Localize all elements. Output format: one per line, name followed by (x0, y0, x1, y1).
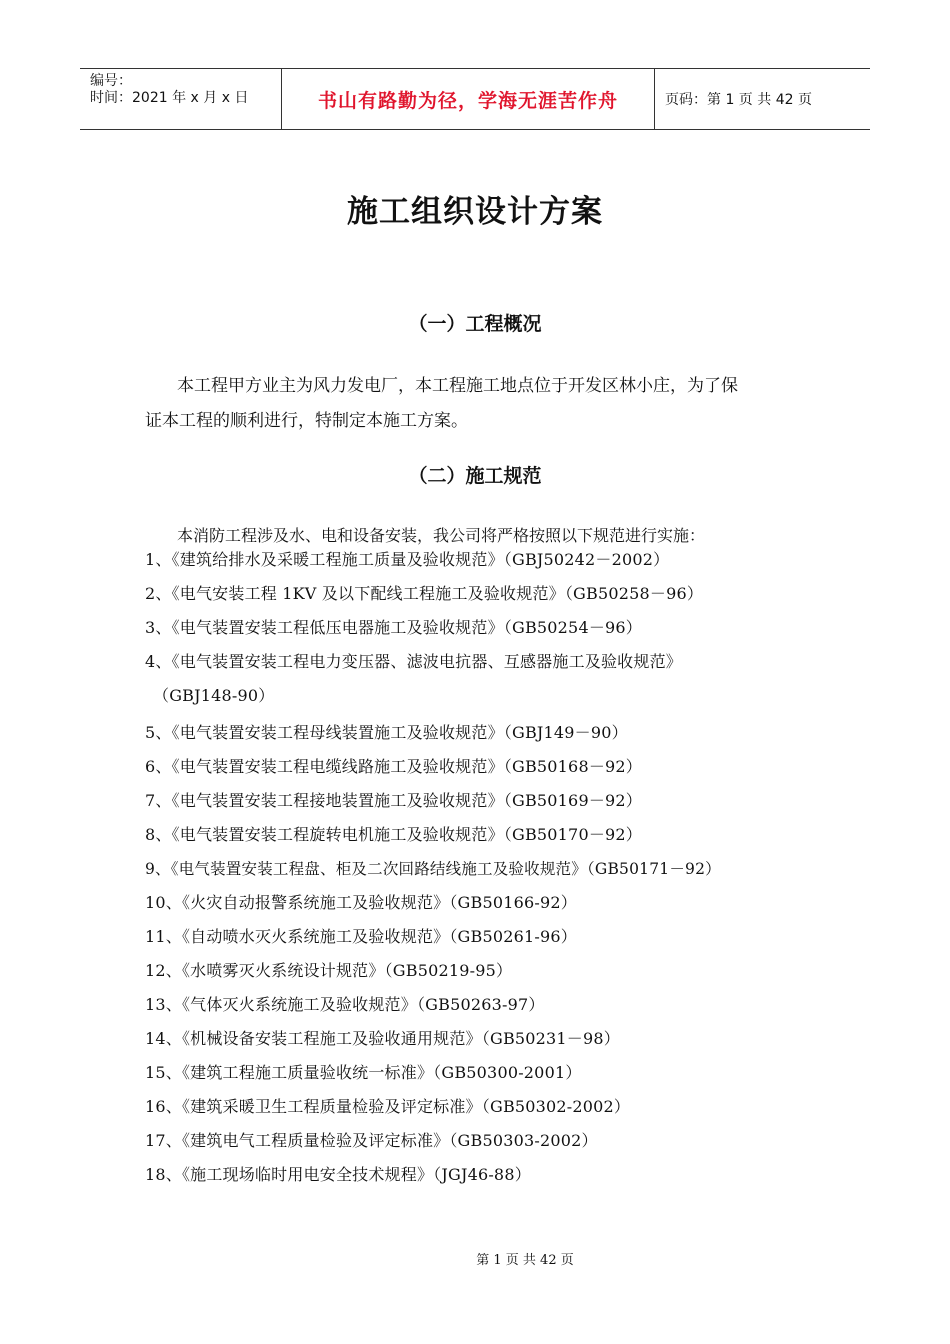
header-meta (80, 69, 282, 129)
overview-paragraph-line-2: 证本工程的顺利进行，特制定本施工方案。 (145, 411, 468, 431)
header-motto-cell (282, 69, 655, 129)
list-item: 18、《施工现场临时用电安全技术规程》（JGJ46-88） (145, 1165, 531, 1184)
header-motto: 书山有路勤为径，学海无涯苦作舟 (317, 89, 618, 112)
list-item: 9、《电气装置安装工程盘、柜及二次回路结线施工及验收规范》（GB50171－92） (145, 860, 721, 878)
list-item: 6、《电气装置安装工程电缆线路施工及验收规范》（GB50168－92） (145, 757, 642, 776)
header-page-cell (655, 69, 870, 129)
list-item: 12、《水喷雾灭火系统设计规范》（GB50219-95） (145, 961, 513, 980)
document-title: 施工组织设计方案 (347, 194, 603, 230)
header-number-label: 编号： (90, 73, 132, 89)
header-page-label: 页码：第 1 页 共 42 页 (665, 92, 812, 108)
list-item: 16、《建筑采暖卫生工程质量检验及评定标准》（GB50302-2002） (145, 1097, 631, 1116)
list-item: 7、《电气装置安装工程接地装置施工及验收规范》（GB50169－92） (145, 791, 642, 810)
overview-paragraph-line-1: 本工程甲方业主为风力发电厂，本工程施工地点位于开发区林小庄，为了保 (177, 376, 738, 396)
list-item: 1、《建筑给排水及采暖工程施工质量及验收规范》（GBJ50242－2002） (145, 550, 670, 569)
standards-intro: 本消防工程涉及水、电和设备安装，我公司将严格按照以下规范进行实施： (177, 526, 706, 545)
list-item: 10、《火灾自动报警系统施工及验收规范》（GB50166-92） (145, 893, 577, 912)
list-item: 17、《建筑电气工程质量检验及评定标准》（GB50303-2002） (145, 1131, 598, 1150)
list-item: 5、《电气装置安装工程母线装置施工及验收规范》（GBJ149－90） (145, 723, 628, 742)
section-heading-overview: （一）工程概况 (408, 313, 542, 335)
page-footer: 第 1 页 共 42 页 (476, 1253, 574, 1268)
list-item: （GBJ148-90） (153, 686, 275, 705)
list-item: 13、《气体灭火系统施工及验收规范》（GB50263-97） (145, 995, 545, 1014)
list-item: 4、《电气装置安装工程电力变压器、滤波电抗器、互感器施工及验收规范》 (145, 652, 682, 671)
list-item: 11、《自动喷水灭火系统施工及验收规范》（GB50261-96） (145, 927, 577, 946)
section-heading-standards: （二）施工规范 (408, 465, 542, 487)
list-item: 15、《建筑工程施工质量验收统一标准》（GB50300-2001） (145, 1063, 582, 1082)
standards-list (145, 548, 825, 1197)
header-time-label: 时间：2021 年 x 月 x 日 (90, 90, 249, 106)
list-item: 8、《电气装置安装工程旋转电机施工及验收规范》（GB50170－92） (145, 825, 642, 844)
list-item: 3、《电气装置安装工程低压电器施工及验收规范》（GB50254－96） (145, 618, 642, 637)
page-header (80, 68, 870, 130)
list-item: 2、《电气安装工程 1KV 及以下配线工程施工及验收规范》（GB50258－96） (145, 584, 704, 603)
list-item: 14、《机械设备安装工程施工及验收通用规范》（GB50231－98） (145, 1029, 620, 1048)
